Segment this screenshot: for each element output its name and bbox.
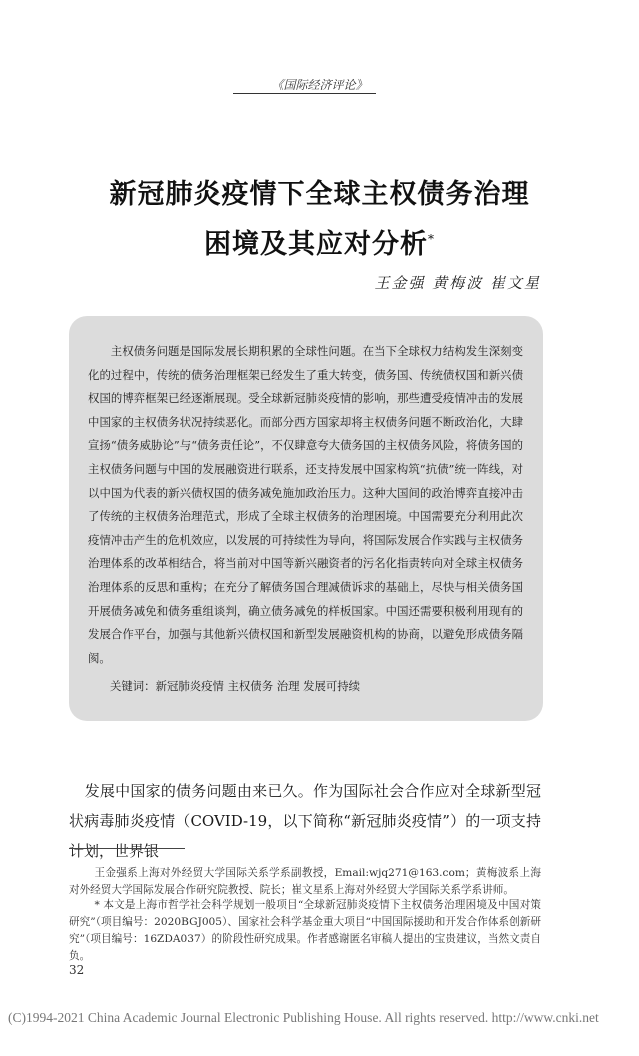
body-paragraph: 发展中国家的债务问题由来已久。作为国际社会合作应对全球新型冠状病毒肺炎疫情（COVID-19，以下简称“新冠肺炎疫情”）的一项支持计划，世界银	[69, 782, 541, 860]
abstract-text: 主权债务问题是国际发展长期积累的全球性问题。在当下全球权力结构发生深刻变化的过程中，传统的债务治理框架已经发生了重大转变，债务国、传统债权国和新兴债权国的博弈框架已经逐渐展现。受全球新冠肺炎疫情的影响，那些遭受疫情冲击的发展中国家的主权债务状况持续恶化。而部分西方国家却将主权债务问题不断政治化，大肆宣扬“债务威胁论”与“债务责任论”，不仅肆意夸大债务国的主权债务风险，将债务国的主权债务问题与中国的发展融资进行联系，还支持发展中国家构筑“抗债”统一阵线，对以中国为代表的新兴债权国的债务减免施加政治压力。这种大国间的政治博弈直接冲击了传统的主权债务治理范式，形成了全球主权债务的治理困境。中国需要充分利用此次疫情冲击产生的危机效应，以发展的可持续性为导向，将国际发展合作实践与主权债务治理体系的改革相结合，将当前对中国等新兴融资者的污名化指责转向对全球主权债务治理体系的反思和重构；在充分了解债务国合理减债诉求的基础上，尽快与相关债务国开展债务减免和债务重组谈判，确立债务减免的样板国家。中国还需要积极利用现有的发展合作平台，加强与其他新兴债权国和新型发展融资机构的协商，以避免形成债务隔阂。	[88, 344, 523, 665]
keywords: 关键词：新冠肺炎疫情 主权债务 治理 发展可持续	[110, 679, 361, 693]
copyright-notice: (C)1994-2021 China Academic Journal Electronic Publishing House. All rights reserved. http://www.cnki.net	[8, 1010, 599, 1025]
journal-rule	[233, 93, 376, 94]
journal-name: 《国际经济评论》	[271, 78, 368, 92]
footnote-rule	[69, 848, 185, 849]
article-title-line1	[0, 172, 639, 211]
title-line2-text: 困境及其应对分析	[204, 229, 428, 260]
page-number: 32	[69, 963, 85, 977]
footnote-funding: * 本文是上海市哲学社会科学规划一般项目“全球新冠肺炎疫情下主权债务治理困境及中国对策研究”（项目编号：2020BGJ005）、国家社会科学基金重大项目“中国国际援助和开发合作体系创新研究”（项目编号：16ZDA037）的阶段性研究成果。作者感谢匿名审稿人提出的宝贵建议，当然文责自负。	[69, 899, 541, 962]
title-line1-text: 新冠肺炎疫情下全球主权债务治理	[109, 179, 530, 210]
article-title-line2	[0, 222, 639, 261]
title-footnote-mark: *	[428, 232, 435, 246]
footnote-authors: 王金强系上海对外经贸大学国际关系学系副教授，Email:wjq271@163.com；黄梅波系上海对外经贸大学国际发展合作研究院教授、院长；崔文星系上海对外经贸大学国际关系学系讲师。	[69, 867, 541, 896]
authors: 王金强 黄梅波 崔文星	[374, 274, 541, 292]
